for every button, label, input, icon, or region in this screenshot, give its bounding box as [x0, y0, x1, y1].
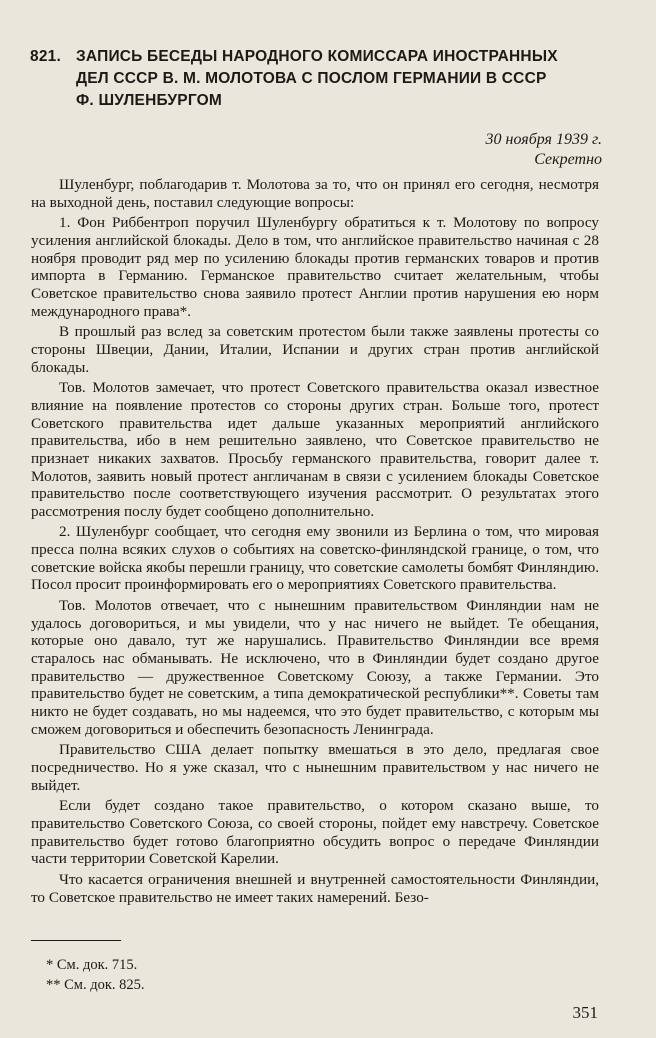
- document-meta: [486, 130, 602, 170]
- paragraph-4: Тов. Молотов замечает, что протест Советского правительства оказал известное влияние на появление протестов со стороны других стран. Больше того, протест Советского правительства идет дальше указанных мероприятий английского правительства, ибо в нем решительно заявлено, что Советское правительство не признает никаких захватов. Просьбу германского правительства, говорит далее т. Молотов, заявить новый протест англичанам в связи с усилением блокады Советское правительство после соответствующего изучения рассмотрит. О результатах этого рассмотрения послу будет сообщено дополнительно.: [31, 379, 599, 520]
- page-number: 351: [572, 1003, 598, 1022]
- paragraph-8: Если будет создано такое правительство, о котором сказано выше, то правительство Советского Союза, со своей стороны, пойдет ему навстречу. Советское правительство будет готово благоприятно обсудить вопрос о передаче Финляндии части территории Советской Карелии.: [31, 797, 599, 868]
- paragraph-5: 2. Шуленбург сообщает, что сегодня ему звонили из Берлина о том, что мировая пресса полна всяких слухов о событиях на советско-финляндской границе, о том, что советские войска якобы перешли границу, что советские самолеты бомбят Финляндию. Посол просит проинформировать его о мероприятиях Советского правительства.: [31, 523, 599, 594]
- title-text-1: ЗАПИСЬ БЕСЕДЫ НАРОДНОГО КОМИССАРА ИНОСТРАННЫХ: [76, 48, 558, 65]
- document-body: [31, 176, 599, 906]
- document-title: [30, 46, 620, 112]
- paragraph-3: В прошлый раз вслед за советским протестом были также заявлены протесты со стороны Швеции, Дании, Италии, Испании и других стран против английской блокады.: [31, 323, 599, 376]
- footnotes: [46, 955, 145, 995]
- document-date: 30 ноября 1939 г.: [485, 131, 602, 148]
- footnote-divider: [31, 940, 121, 941]
- classification-label: Секретно: [534, 151, 602, 168]
- paragraph-7: Правительство США делает попытку вмешаться в это дело, предлагая свое посредничество. Но я уже сказал, что с нынешним правительством у нас ничего не выйдет.: [31, 741, 599, 794]
- footnote-1: * См. док. 715.: [46, 957, 138, 973]
- paragraph-2: 1. Фон Риббентроп поручил Шуленбургу обратиться к т. Молотову по вопросу усиления английской блокады. Дело в том, что английское правительство начиная с 28 ноября проводит ряд мер по усилению блокады против германских товаров и против импорта в Германию. Германское правительство считает желательным, чтобы Советское правительство снова заявило протест Англии против нарушения ею норм международного права*.: [31, 214, 599, 320]
- paragraph-1: Шуленбург, поблагодарив т. Молотова за то, что он принял его сегодня, несмотря на выходной день, поставил следующие вопросы:: [31, 176, 599, 211]
- paragraph-9: Что касается ограничения внешней и внутренней самостоятельности Финляндии, то Советское правительство не имеет таких намерений. Безо-: [31, 870, 599, 906]
- footnote-2: ** См. док. 825.: [46, 977, 145, 993]
- document-number: 821.: [30, 48, 61, 65]
- title-line-1: [30, 46, 620, 68]
- paragraph-6: Тов. Молотов отвечает, что с нынешним правительством Финляндии нам не удалось договориться, и мы увидели, что у нас ничего не выйдет. Те обещания, которые оно давало, тут же нарушались. Правительство Финляндии все время старалось нас обманывать. Не исключено, что в Финляндии будет создано другое правительство — дружественное Советскому Союзу, а также Германии. Это правительство будет не советским, а типа демократической республики**. Советы там никто не будет создавать, но мы надеемся, что это будет правительство, с которым мы сможем договориться и обеспечить безопасность Ленинграда.: [31, 597, 599, 738]
- title-line-2: ДЕЛ СССР В. М. МОЛОТОВА С ПОСЛОМ ГЕРМАНИИ В СССР: [76, 70, 547, 87]
- title-line-3: Ф. ШУЛЕНБУРГОМ: [76, 92, 222, 109]
